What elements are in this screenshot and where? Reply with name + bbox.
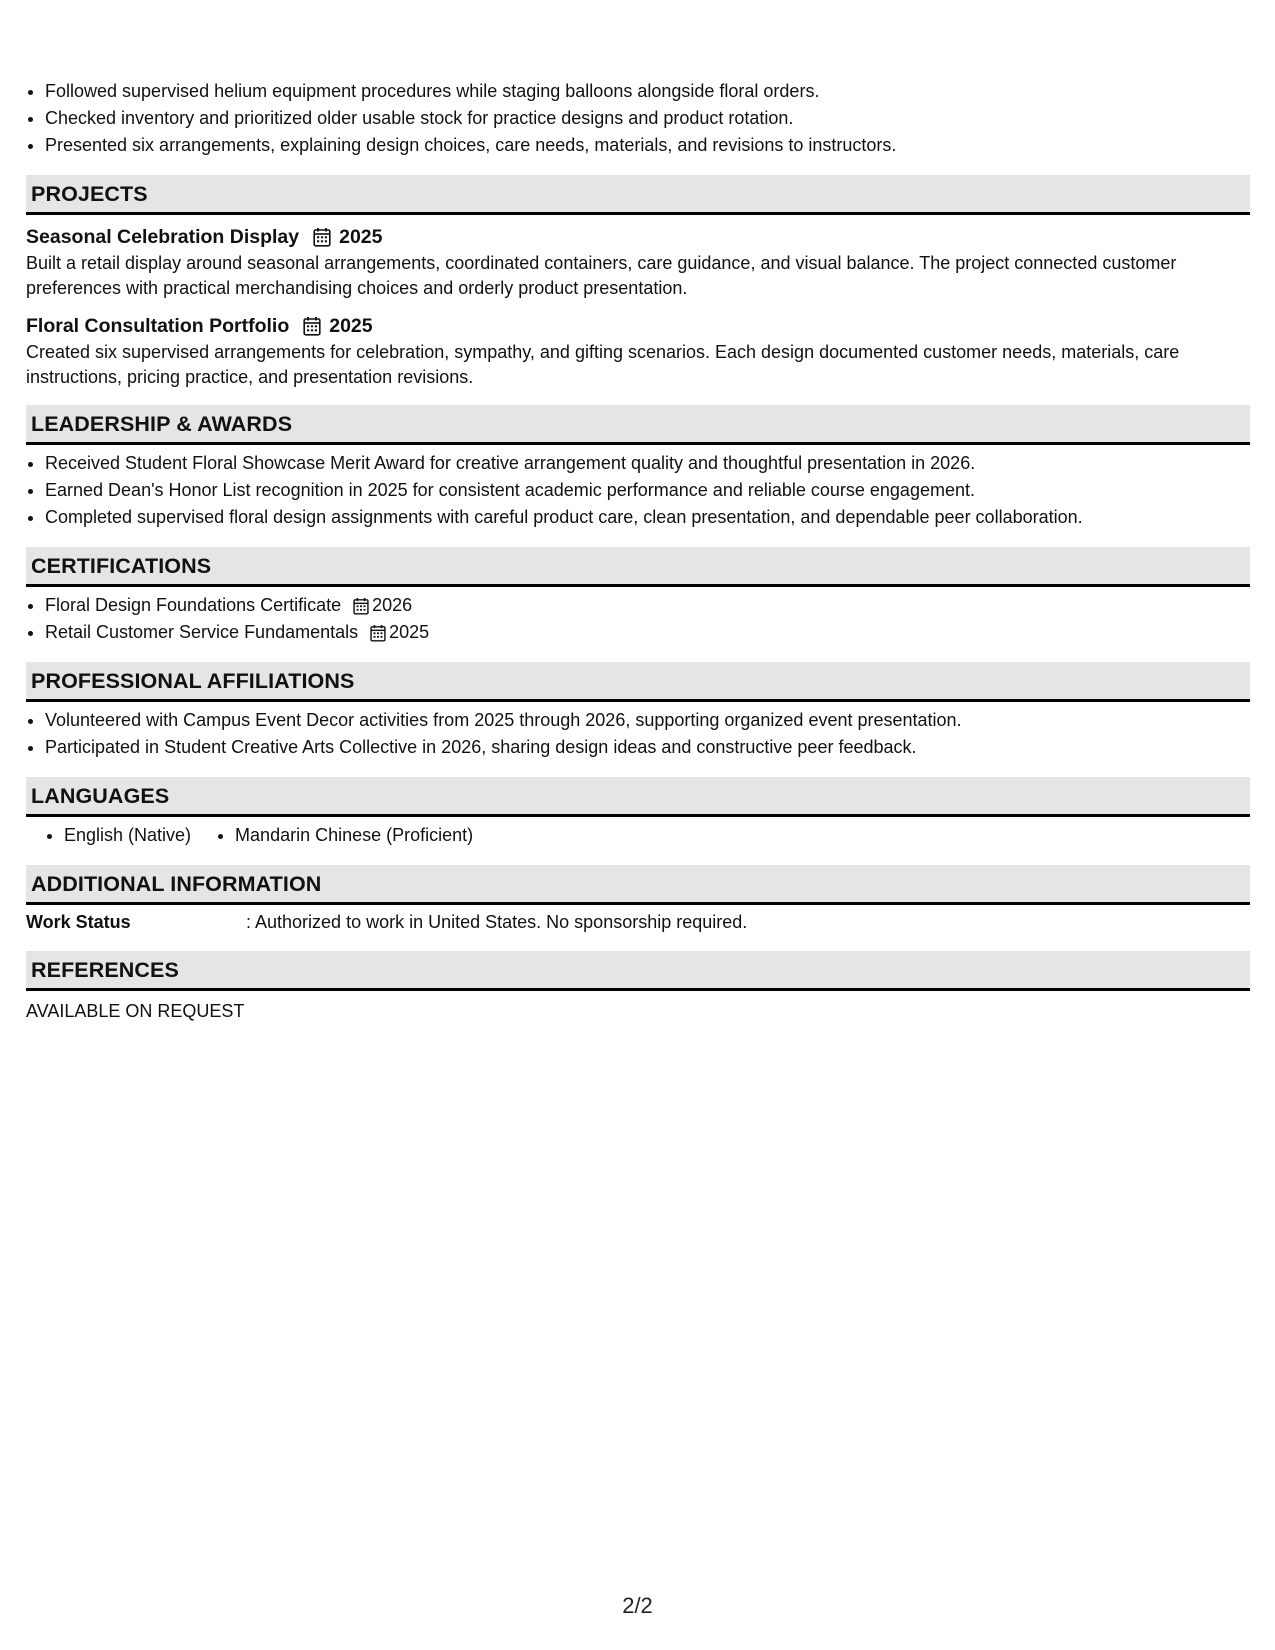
project-description: Created six supervised arrangements for celebration, sympathy, and gifting scenarios. Each design documented customer needs, materials, care instructions, pricing practice, and presentation revisions. bbox=[26, 342, 1180, 387]
languages-section bbox=[26, 777, 1250, 849]
list-item: • Participated in Student Creative Arts Collective in 2026, sharing design ideas and constructive peer feedback. bbox=[45, 734, 1250, 761]
experience-bullets bbox=[26, 78, 1250, 159]
project-year: 2025 bbox=[329, 315, 373, 337]
list-item: • Followed supervised helium equipment procedures while staging balloons alongside floral orders. bbox=[45, 78, 1250, 105]
list-item: • Mandarin Chinese (Proficient) bbox=[235, 822, 473, 849]
resume-page bbox=[26, 78, 1250, 1024]
affiliations-section bbox=[26, 662, 1250, 761]
list-item: • Checked inventory and prioritized older usable stock for practice designs and product rotation. bbox=[45, 105, 1250, 132]
language-list bbox=[26, 822, 1250, 849]
section-heading: LANGUAGES bbox=[26, 777, 1250, 817]
project-year: 2025 bbox=[339, 226, 383, 248]
info-label: Work Status bbox=[26, 912, 131, 932]
projects-section bbox=[26, 175, 1250, 389]
project-title: Seasonal Celebration Display bbox=[26, 226, 300, 248]
list-item bbox=[45, 619, 1250, 646]
list-item: • Earned Dean's Honor List recognition in 2025 for consistent academic performance and reliable course engagement. bbox=[45, 477, 1250, 504]
calendar-icon bbox=[313, 227, 331, 247]
page-number: 2/2 bbox=[622, 1593, 653, 1618]
project-title-row bbox=[26, 312, 1250, 340]
affiliation-bullets bbox=[26, 707, 1250, 761]
list-item bbox=[45, 592, 1250, 619]
list-item: • Received Student Floral Showcase Merit Award for creative arrangement quality and thoughtful presentation in 2026. bbox=[45, 450, 1250, 477]
info-row bbox=[26, 909, 1250, 935]
calendar-icon bbox=[370, 624, 386, 642]
references-section bbox=[26, 951, 1250, 1024]
certification-name: • Retail Customer Service Fundamentals bbox=[45, 622, 359, 642]
section-heading: LEADERSHIP & AWARDS bbox=[26, 405, 1250, 445]
calendar-icon bbox=[353, 597, 369, 615]
project-description: Built a retail display around seasonal arrangements, coordinated containers, care guidance, and visual balance. The project connected customer preferences with practical merchandising choices and orderly product presentation. bbox=[26, 253, 1177, 298]
leadership-section bbox=[26, 405, 1250, 531]
certification-year: 2025 bbox=[389, 622, 430, 642]
additional-info-section bbox=[26, 865, 1250, 935]
section-heading: PROJECTS bbox=[26, 175, 1250, 215]
list-item: • English (Native) bbox=[64, 822, 191, 849]
section-heading: ADDITIONAL INFORMATION bbox=[26, 865, 1250, 905]
references-text: AVAILABLE ON REQUEST bbox=[26, 1001, 245, 1021]
list-item: • Completed supervised floral design assignments with careful product care, clean presentation, and dependable peer collaboration. bbox=[45, 504, 1250, 531]
project-title-row bbox=[26, 223, 1250, 251]
info-value: : Authorized to work in United States. No sponsorship required. bbox=[246, 912, 748, 932]
section-heading: CERTIFICATIONS bbox=[26, 547, 1250, 587]
project-title: Floral Consultation Portfolio bbox=[26, 315, 290, 337]
section-heading: REFERENCES bbox=[26, 951, 1250, 991]
calendar-icon bbox=[303, 316, 321, 336]
leadership-bullets bbox=[26, 450, 1250, 531]
certification-year: 2026 bbox=[372, 595, 413, 615]
list-item: • Presented six arrangements, explaining design choices, care needs, materials, and revisions to instructors. bbox=[45, 132, 1250, 159]
list-item: • Volunteered with Campus Event Decor activities from 2025 through 2026, supporting organized event presentation. bbox=[45, 707, 1250, 734]
certification-list bbox=[26, 592, 1250, 646]
certifications-section bbox=[26, 547, 1250, 646]
section-heading: PROFESSIONAL AFFILIATIONS bbox=[26, 662, 1250, 702]
certification-name: • Floral Design Foundations Certificate bbox=[45, 595, 342, 615]
